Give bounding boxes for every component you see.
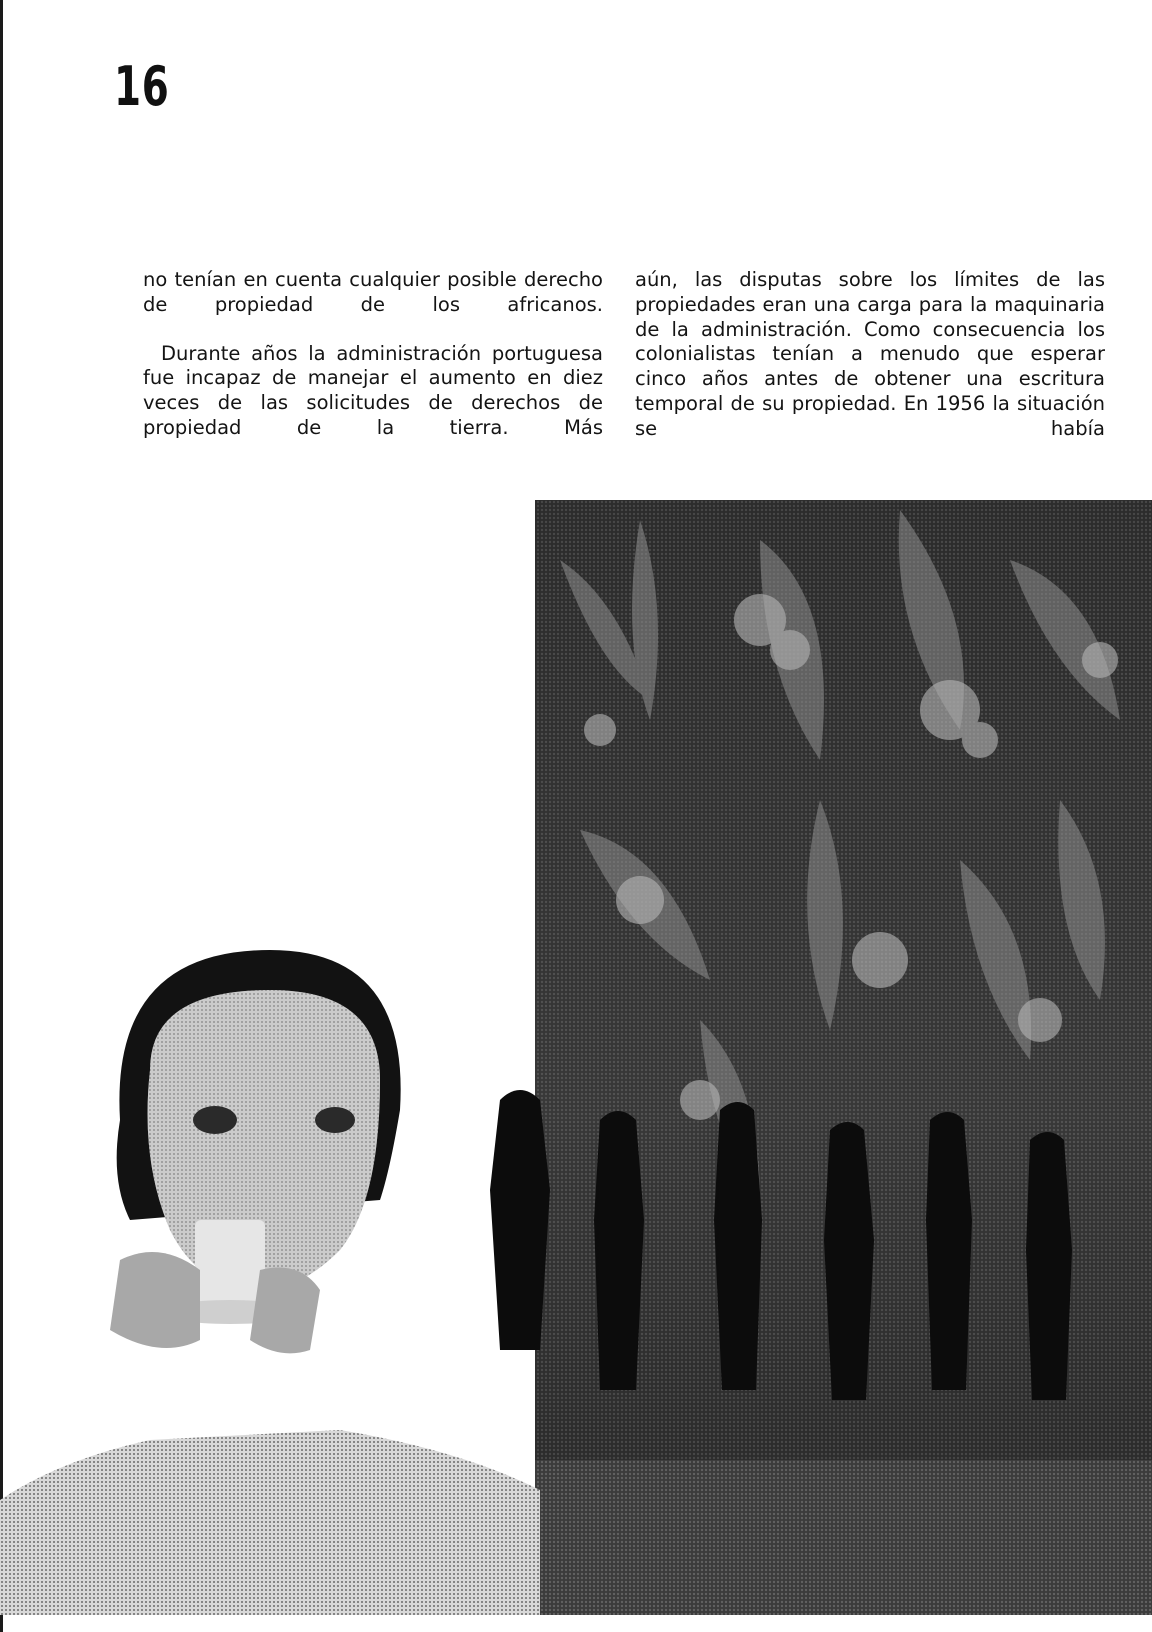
text-column-right bbox=[635, 268, 1105, 442]
paragraph-administration: Durante años la administración portuguesa fue incapaz de manejar el aumento en diez veces de las solicitudes de derechos de propiedad de la tierra. Más bbox=[143, 341, 603, 439]
halftone-photograph bbox=[0, 500, 1152, 1615]
photo-collage bbox=[0, 500, 1152, 1615]
paragraph-property-disputes: aún, las disputas sobre los límites de las propiedades eran una carga para la maquinaria de la administración. Como consecuencia los colonialistas tenían a menudo que esperar cinco años antes de obtener una escritura temporal de su propiedad. En 1956 la situación se había bbox=[635, 268, 1105, 440]
paragraph-continued: no tenían en cuenta cualquier posible derecho de propiedad de los africanos. bbox=[143, 268, 603, 316]
woman-with-cup-photo bbox=[0, 950, 540, 1615]
plantation-photo bbox=[490, 500, 1152, 1615]
page-number: 16 bbox=[114, 55, 170, 118]
text-column-left bbox=[143, 268, 603, 441]
